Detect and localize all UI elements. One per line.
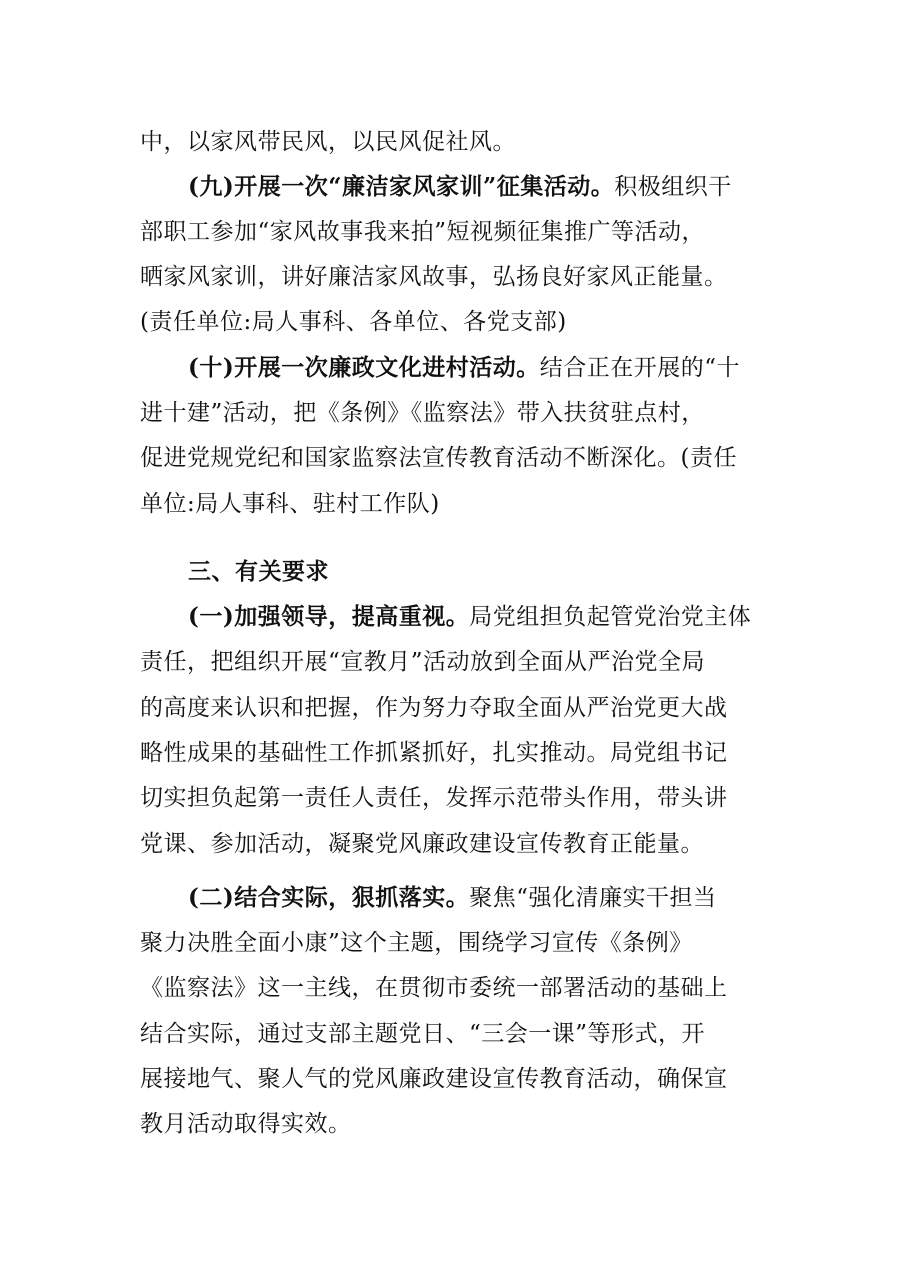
line-text: 中，以家风带民风，以民风促社风。 — [140, 129, 516, 155]
line-text: 促进党规党纪和国家监察法宣传教育活动不断深化。(责任 — [140, 445, 737, 471]
line-text: 结合实际，通过支部主题党日、“三会一课”等形式，开 — [140, 1021, 706, 1047]
item-one-heading: (一)加强领导，提高重视。 — [188, 603, 470, 630]
item-two-heading-line — [188, 883, 780, 913]
line-text: 略性成果的基础性工作抓紧抓好，扎实推动。局党组书记 — [140, 740, 728, 766]
item-two-heading: (二)结合实际，狠抓落实。 — [188, 884, 470, 911]
line-text: 聚焦“强化清廉实干担当 — [469, 885, 717, 911]
line-text: 《监察法》这一主线，在贯彻市委统一部署活动的基础上 — [140, 975, 728, 1001]
item-nine-heading: (九)开展一次“廉洁家风家训”征集活动。 — [188, 173, 615, 200]
paragraph-line — [140, 1019, 780, 1049]
paragraph-line — [140, 1064, 780, 1094]
paragraph-line — [140, 1109, 780, 1139]
line-text: 部职工参加“家风故事我来拍”短视频征集推广等活动， — [140, 219, 706, 245]
paragraph-line — [140, 489, 780, 519]
paragraph-line — [140, 647, 780, 677]
item-nine-heading-line — [188, 172, 780, 202]
line-text: 单位:局人事科、驻村工作队) — [140, 491, 440, 517]
paragraph-line — [140, 928, 780, 958]
item-ten-heading-line — [188, 353, 780, 383]
line-text: (责任单位:局人事科、各单位、各党支部) — [140, 309, 567, 335]
section-heading: 三、有关要求 — [188, 558, 329, 585]
paragraph-line — [140, 973, 780, 1003]
section-three-heading-line — [188, 557, 780, 587]
paragraph-line — [140, 307, 780, 337]
paragraph-line — [140, 262, 780, 292]
paragraph-line — [140, 443, 780, 473]
paragraph-line — [140, 127, 780, 157]
paragraph-line — [140, 693, 780, 723]
paragraph-line — [140, 738, 780, 768]
line-text: 党课、参加活动，凝聚党风廉政建设宣传教育正能量。 — [140, 831, 704, 857]
line-text: 结合正在开展的“十 — [539, 355, 741, 381]
line-text: 教月活动取得实效。 — [140, 1111, 352, 1137]
line-text: 的高度来认识和把握，作为努力夺取全面从严治党更大战 — [140, 695, 728, 721]
paragraph-line — [140, 829, 780, 859]
paragraph-line — [140, 783, 780, 813]
line-text: 晒家风家训，讲好廉洁家风故事，弘扬良好家风正能量。 — [140, 264, 728, 290]
line-text: 聚力决胜全面小康”这个主题，围绕学习宣传《条例》 — [140, 930, 693, 956]
paragraph-line — [140, 398, 780, 428]
line-text: 进十建”活动，把《条例》《监察法》带入扶贫驻点村， — [140, 400, 705, 426]
line-text: 责任，把组织开展“宣教月”活动放到全面从严治党全局 — [140, 649, 706, 675]
item-ten-heading: (十)开展一次廉政文化进村活动。 — [188, 354, 540, 381]
item-one-heading-line — [188, 602, 780, 632]
paragraph-line — [140, 217, 780, 247]
line-text: 局党组担负起管党治党主体 — [469, 604, 752, 630]
line-text: 积极组织干 — [614, 174, 732, 200]
line-text: 展接地气、聚人气的党风廉政建设宣传教育活动，确保宣 — [140, 1066, 728, 1092]
line-text: 切实担负起第一责任人责任，发挥示范带头作用，带头讲 — [140, 785, 728, 811]
